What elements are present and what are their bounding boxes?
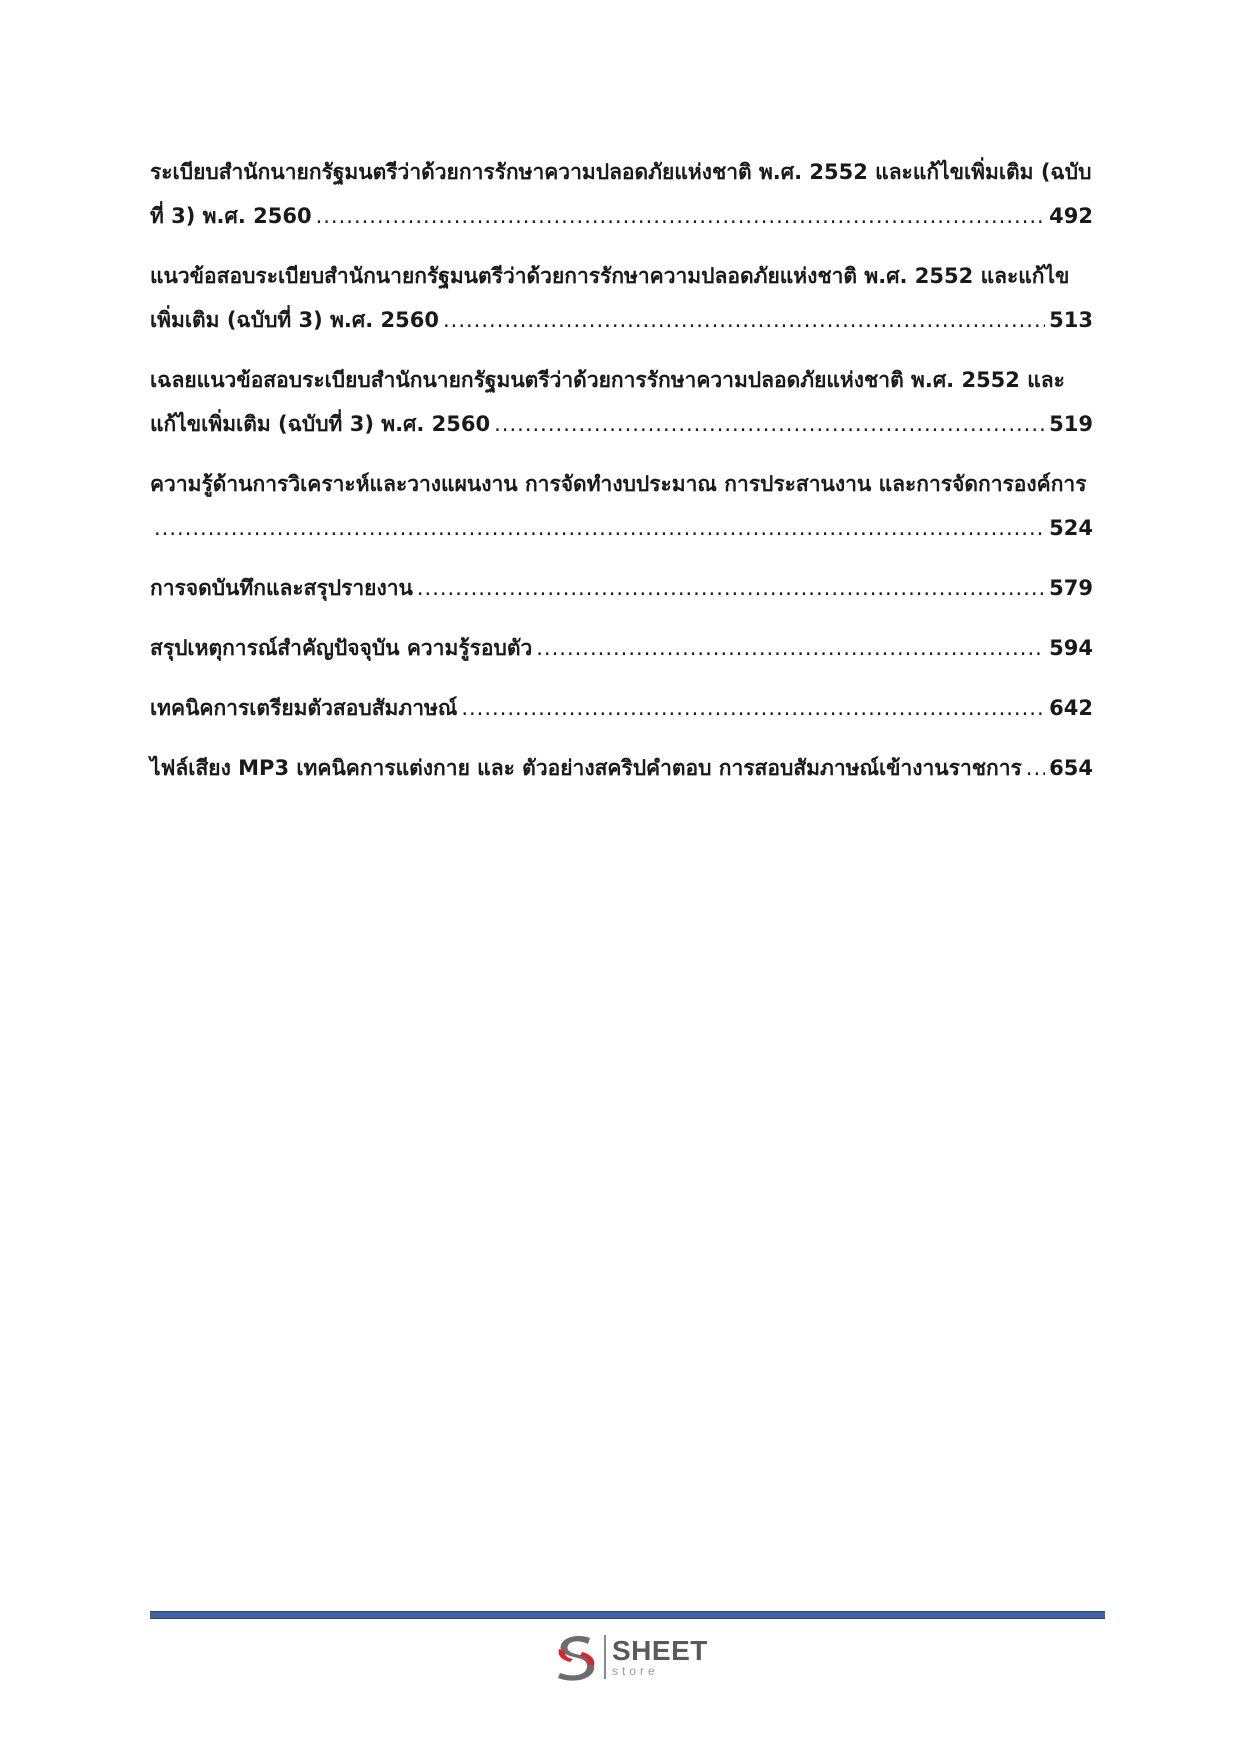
table-of-contents [150, 150, 1093, 806]
toc-entry-last-line [150, 566, 1093, 610]
toc-page-number: 654 [1049, 756, 1093, 780]
toc-entry[interactable] [150, 254, 1093, 342]
toc-entry[interactable] [150, 746, 1093, 790]
toc-entry-title-line1: ระเบียบสำนักนายกรัฐมนตรีว่าด้วยการรักษาความปลอดภัยแห่งชาติ พ.ศ. 2552 และแก้ไขเพิ่มเติม (ฉบับ [150, 160, 1092, 184]
toc-entry-last-line [150, 402, 1093, 446]
toc-entry-last-line [150, 686, 1093, 730]
toc-entry-title-line1: ความรู้ด้านการวิเคราะห์และวางแผนงาน การจัดทำงบประมาณ การประสานงาน และการจัดการองค์การ [150, 472, 1087, 496]
toc-page-number: 524 [1049, 516, 1093, 540]
toc-entry[interactable] [150, 462, 1093, 550]
dot-leader [417, 566, 1045, 610]
dot-leader [443, 298, 1045, 342]
dot-leader [1026, 746, 1045, 790]
toc-entry[interactable] [150, 626, 1093, 670]
toc-entry-title: สรุปเหตุการณ์สำคัญปัจจุบัน ความรู้รอบตัว [150, 636, 533, 660]
toc-entry-title: ไฟล์เสียง MP3 เทคนิคการแต่งกาย และ ตัวอย่างสคริปคำตอบ การสอบสัมภาษณ์เข้างานราชการ [150, 756, 1022, 780]
toc-entry-last-line [150, 298, 1093, 342]
dot-leader [536, 626, 1045, 670]
toc-page-number: 594 [1049, 636, 1093, 660]
toc-page-number: 642 [1049, 696, 1093, 720]
footer-rule [150, 1611, 1105, 1619]
sheet-store-logo-icon [552, 1632, 600, 1682]
toc-entry[interactable] [150, 150, 1093, 238]
toc-entry-title-line2: แก้ไขเพิ่มเติม (ฉบับที่ 3) พ.ศ. 2560 [150, 412, 491, 436]
toc-page-number: 513 [1049, 308, 1093, 332]
toc-page-number: 519 [1049, 412, 1093, 436]
logo-subword: store [612, 1664, 659, 1678]
toc-entry-title-line2: เพิ่มเติม (ฉบับที่ 3) พ.ศ. 2560 [150, 308, 439, 332]
toc-entry-last-line [150, 626, 1093, 670]
sheet-store-logo [552, 1632, 708, 1682]
dot-leader [316, 194, 1046, 238]
toc-entry-title-line1: เฉลยแนวข้อสอบระเบียบสำนักนายกรัฐมนตรีว่าด้วยการรักษาความปลอดภัยแห่งชาติ พ.ศ. 2552 และ [150, 368, 1065, 392]
toc-entry-last-line [150, 506, 1093, 550]
toc-entry[interactable] [150, 566, 1093, 610]
dot-leader [494, 402, 1045, 446]
toc-entry[interactable] [150, 358, 1093, 446]
dot-leader [461, 686, 1045, 730]
toc-entry-title: การจดบันทึกและสรุปรายงาน [150, 576, 413, 600]
toc-page-number: 579 [1049, 576, 1093, 600]
logo-separator [604, 1635, 606, 1679]
toc-entry-title-line2: ที่ 3) พ.ศ. 2560 [150, 204, 312, 228]
dot-leader [154, 506, 1045, 550]
toc-page-number: 492 [1049, 204, 1093, 228]
logo-text [612, 1637, 708, 1677]
toc-entry-last-line [150, 746, 1093, 790]
toc-entry-last-line [150, 194, 1093, 238]
toc-entry[interactable] [150, 686, 1093, 730]
toc-entry-title-line1: แนวข้อสอบระเบียบสำนักนายกรัฐมนตรีว่าด้วยการรักษาความปลอดภัยแห่งชาติ พ.ศ. 2552 และแก้ไข [150, 264, 1070, 288]
logo-word: SHEET [612, 1635, 708, 1666]
toc-entry-title: เทคนิคการเตรียมตัวสอบสัมภาษณ์ [150, 696, 458, 720]
